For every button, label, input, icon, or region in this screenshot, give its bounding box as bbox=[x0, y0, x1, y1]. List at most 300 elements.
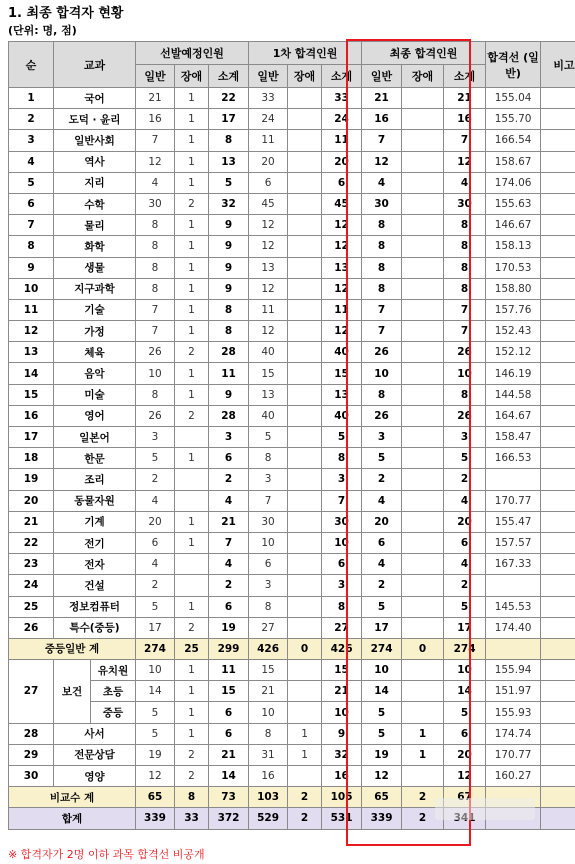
count-cell: 33 bbox=[249, 88, 288, 109]
count-cell: 4 bbox=[136, 172, 175, 193]
count-cell bbox=[288, 278, 322, 299]
count-cell bbox=[288, 511, 322, 532]
subject-name: 정보컴퓨터 bbox=[54, 596, 136, 617]
note-cell bbox=[541, 787, 575, 808]
count-cell: 17 bbox=[209, 109, 249, 130]
note-cell bbox=[541, 532, 575, 553]
header-subject: 교과 bbox=[54, 42, 136, 88]
count-cell: 6 bbox=[322, 172, 362, 193]
note-cell bbox=[541, 617, 575, 638]
note-cell bbox=[541, 723, 575, 744]
total-cell: 65 bbox=[362, 787, 402, 808]
count-cell bbox=[402, 617, 444, 638]
count-cell: 7 bbox=[362, 321, 402, 342]
cutoff-score: 151.97 bbox=[486, 681, 541, 702]
note-cell bbox=[541, 405, 575, 426]
row-number: 27 bbox=[9, 660, 54, 724]
table-row bbox=[9, 554, 575, 575]
count-cell: 11 bbox=[249, 130, 288, 151]
count-cell: 6 bbox=[249, 554, 288, 575]
row-number: 9 bbox=[9, 257, 54, 278]
count-cell bbox=[288, 405, 322, 426]
count-cell: 1 bbox=[402, 723, 444, 744]
count-cell: 6 bbox=[249, 172, 288, 193]
count-cell: 21 bbox=[209, 511, 249, 532]
count-cell: 6 bbox=[209, 723, 249, 744]
table-row bbox=[9, 278, 575, 299]
count-cell: 8 bbox=[362, 215, 402, 236]
cutoff-score: 157.57 bbox=[486, 532, 541, 553]
table-row bbox=[9, 596, 575, 617]
row-number: 7 bbox=[9, 215, 54, 236]
count-cell: 28 bbox=[209, 405, 249, 426]
count-cell bbox=[402, 109, 444, 130]
count-cell bbox=[402, 532, 444, 553]
table-row bbox=[9, 681, 575, 702]
count-cell: 19 bbox=[362, 744, 402, 765]
count-cell: 20 bbox=[444, 744, 486, 765]
count-cell bbox=[288, 193, 322, 214]
count-cell: 9 bbox=[209, 215, 249, 236]
note-cell bbox=[541, 681, 575, 702]
count-cell: 1 bbox=[175, 511, 209, 532]
count-cell: 19 bbox=[136, 744, 175, 765]
total-cell: 531 bbox=[322, 808, 362, 829]
count-cell: 14 bbox=[444, 681, 486, 702]
count-cell: 6 bbox=[322, 554, 362, 575]
count-cell: 6 bbox=[209, 702, 249, 723]
count-cell: 8 bbox=[444, 278, 486, 299]
count-cell: 16 bbox=[249, 766, 288, 787]
note-cell bbox=[541, 299, 575, 320]
total-cell: 0 bbox=[402, 638, 444, 659]
cutoff-score: 166.53 bbox=[486, 448, 541, 469]
count-cell: 4 bbox=[136, 490, 175, 511]
row-number: 20 bbox=[9, 490, 54, 511]
count-cell: 21 bbox=[136, 88, 175, 109]
subject-name: 영양 bbox=[54, 766, 136, 787]
count-cell bbox=[288, 321, 322, 342]
note-cell bbox=[541, 596, 575, 617]
count-cell bbox=[402, 660, 444, 681]
count-cell: 4 bbox=[362, 172, 402, 193]
cutoff-score: 158.67 bbox=[486, 151, 541, 172]
count-cell: 10 bbox=[362, 660, 402, 681]
row-number: 16 bbox=[9, 405, 54, 426]
note-cell bbox=[541, 766, 575, 787]
note-cell bbox=[541, 88, 575, 109]
table-row bbox=[9, 469, 575, 490]
note-cell bbox=[541, 427, 575, 448]
count-cell: 2 bbox=[175, 193, 209, 214]
note-cell bbox=[541, 278, 575, 299]
count-cell: 16 bbox=[322, 766, 362, 787]
table-row bbox=[9, 299, 575, 320]
cutoff-score: 146.19 bbox=[486, 363, 541, 384]
count-cell: 7 bbox=[136, 130, 175, 151]
table-row bbox=[9, 702, 575, 723]
count-cell: 2 bbox=[175, 617, 209, 638]
subject-name: 지리 bbox=[54, 172, 136, 193]
count-cell: 10 bbox=[322, 532, 362, 553]
subject-name: 국어 bbox=[54, 88, 136, 109]
count-cell: 3 bbox=[136, 427, 175, 448]
note-cell bbox=[541, 511, 575, 532]
count-cell: 6 bbox=[444, 532, 486, 553]
count-cell: 5 bbox=[209, 172, 249, 193]
count-cell: 16 bbox=[362, 109, 402, 130]
cutoff-score: 174.06 bbox=[486, 172, 541, 193]
cutoff-score: 158.13 bbox=[486, 236, 541, 257]
subject-name: 기계 bbox=[54, 511, 136, 532]
count-cell bbox=[288, 109, 322, 130]
cutoff-score: 170.53 bbox=[486, 257, 541, 278]
count-cell: 10 bbox=[136, 660, 175, 681]
count-cell: 17 bbox=[362, 617, 402, 638]
count-cell: 24 bbox=[249, 109, 288, 130]
row-number: 19 bbox=[9, 469, 54, 490]
count-cell: 2 bbox=[175, 744, 209, 765]
subject-name: 역사 bbox=[54, 151, 136, 172]
count-cell: 8 bbox=[322, 448, 362, 469]
count-cell bbox=[288, 257, 322, 278]
total-cell: 73 bbox=[209, 787, 249, 808]
subject-name: 수학 bbox=[54, 193, 136, 214]
count-cell: 21 bbox=[444, 88, 486, 109]
cutoff-score: 158.80 bbox=[486, 278, 541, 299]
cutoff-score bbox=[486, 469, 541, 490]
count-cell: 2 bbox=[136, 575, 175, 596]
note-cell bbox=[541, 236, 575, 257]
count-cell: 32 bbox=[322, 744, 362, 765]
cutoff-score: 152.12 bbox=[486, 342, 541, 363]
page-title: 1. 최종 합격자 현황 bbox=[8, 6, 124, 21]
subject-name: 중등 bbox=[91, 702, 136, 723]
count-cell bbox=[402, 681, 444, 702]
count-cell: 5 bbox=[444, 702, 486, 723]
total-label: 중등일반 계 bbox=[9, 638, 136, 659]
cutoff-score: 155.47 bbox=[486, 511, 541, 532]
count-cell: 1 bbox=[175, 88, 209, 109]
count-cell: 6 bbox=[444, 723, 486, 744]
subject-group: 보건 bbox=[54, 660, 91, 724]
count-cell: 26 bbox=[444, 342, 486, 363]
table-row bbox=[9, 490, 575, 511]
count-cell: 14 bbox=[362, 681, 402, 702]
count-cell: 16 bbox=[136, 109, 175, 130]
total-row bbox=[9, 638, 575, 659]
count-cell: 5 bbox=[136, 723, 175, 744]
count-cell: 26 bbox=[136, 342, 175, 363]
cutoff-score bbox=[486, 575, 541, 596]
total-cell: 0 bbox=[288, 638, 322, 659]
table-row bbox=[9, 215, 575, 236]
count-cell: 8 bbox=[444, 257, 486, 278]
count-cell: 10 bbox=[444, 660, 486, 681]
count-cell bbox=[175, 575, 209, 596]
header-subtotal: 소계 bbox=[322, 65, 362, 88]
row-number: 30 bbox=[9, 766, 54, 787]
count-cell bbox=[175, 554, 209, 575]
count-cell: 10 bbox=[322, 702, 362, 723]
count-cell: 26 bbox=[444, 405, 486, 426]
count-cell: 10 bbox=[444, 363, 486, 384]
count-cell: 8 bbox=[362, 278, 402, 299]
count-cell: 7 bbox=[444, 321, 486, 342]
count-cell: 12 bbox=[249, 215, 288, 236]
count-cell: 8 bbox=[209, 299, 249, 320]
cutoff-score: 167.33 bbox=[486, 554, 541, 575]
count-cell: 8 bbox=[136, 236, 175, 257]
count-cell: 1 bbox=[175, 278, 209, 299]
count-cell bbox=[402, 405, 444, 426]
header-disabled: 장애 bbox=[175, 65, 209, 88]
subject-name: 조리 bbox=[54, 469, 136, 490]
count-cell: 1 bbox=[175, 151, 209, 172]
table-row bbox=[9, 448, 575, 469]
table-row bbox=[9, 109, 575, 130]
count-cell: 10 bbox=[249, 702, 288, 723]
count-cell bbox=[288, 215, 322, 236]
count-cell: 2 bbox=[209, 469, 249, 490]
total-cell: 529 bbox=[249, 808, 288, 829]
count-cell bbox=[288, 554, 322, 575]
count-cell: 1 bbox=[175, 448, 209, 469]
row-number: 18 bbox=[9, 448, 54, 469]
row-number: 1 bbox=[9, 88, 54, 109]
header-general: 일반 bbox=[136, 65, 175, 88]
count-cell bbox=[288, 532, 322, 553]
table-row bbox=[9, 172, 575, 193]
total-cell: 33 bbox=[175, 808, 209, 829]
count-cell: 5 bbox=[136, 448, 175, 469]
count-cell: 20 bbox=[322, 151, 362, 172]
count-cell: 4 bbox=[444, 554, 486, 575]
cutoff-score: 174.40 bbox=[486, 617, 541, 638]
count-cell: 6 bbox=[209, 596, 249, 617]
count-cell: 12 bbox=[322, 236, 362, 257]
count-cell: 7 bbox=[362, 299, 402, 320]
count-cell: 30 bbox=[362, 193, 402, 214]
count-cell: 2 bbox=[209, 575, 249, 596]
count-cell bbox=[402, 151, 444, 172]
count-cell bbox=[402, 384, 444, 405]
note-cell bbox=[541, 130, 575, 151]
count-cell: 7 bbox=[362, 130, 402, 151]
total-cell: 274 bbox=[136, 638, 175, 659]
count-cell: 1 bbox=[175, 321, 209, 342]
count-cell: 1 bbox=[175, 384, 209, 405]
note-cell bbox=[541, 660, 575, 681]
subject-name: 한문 bbox=[54, 448, 136, 469]
subject-name: 지구과학 bbox=[54, 278, 136, 299]
count-cell: 1 bbox=[175, 532, 209, 553]
count-cell: 10 bbox=[249, 532, 288, 553]
count-cell bbox=[288, 88, 322, 109]
count-cell: 5 bbox=[362, 723, 402, 744]
count-cell: 21 bbox=[362, 88, 402, 109]
subject-name: 전자 bbox=[54, 554, 136, 575]
count-cell bbox=[402, 342, 444, 363]
count-cell: 6 bbox=[209, 448, 249, 469]
count-cell: 7 bbox=[136, 321, 175, 342]
subject-name: 도덕 · 윤리 bbox=[54, 109, 136, 130]
total-cell: 2 bbox=[288, 808, 322, 829]
count-cell: 1 bbox=[175, 596, 209, 617]
count-cell bbox=[402, 299, 444, 320]
count-cell bbox=[288, 660, 322, 681]
count-cell: 33 bbox=[322, 88, 362, 109]
count-cell: 8 bbox=[209, 321, 249, 342]
count-cell bbox=[402, 448, 444, 469]
count-cell: 28 bbox=[209, 342, 249, 363]
cutoff-score: 166.54 bbox=[486, 130, 541, 151]
count-cell: 12 bbox=[362, 151, 402, 172]
cutoff-score: 174.74 bbox=[486, 723, 541, 744]
count-cell: 30 bbox=[249, 511, 288, 532]
count-cell bbox=[175, 469, 209, 490]
count-cell: 8 bbox=[136, 257, 175, 278]
count-cell bbox=[288, 236, 322, 257]
note-cell bbox=[541, 638, 575, 659]
cutoff-score: 146.67 bbox=[486, 215, 541, 236]
count-cell: 12 bbox=[136, 766, 175, 787]
count-cell: 1 bbox=[175, 723, 209, 744]
count-cell bbox=[175, 490, 209, 511]
cutoff-score: 144.58 bbox=[486, 384, 541, 405]
total-cell: 339 bbox=[362, 808, 402, 829]
cutoff-score: 155.70 bbox=[486, 109, 541, 130]
count-cell: 1 bbox=[402, 744, 444, 765]
count-cell: 7 bbox=[209, 532, 249, 553]
count-cell: 45 bbox=[249, 193, 288, 214]
count-cell bbox=[402, 236, 444, 257]
header-disabled: 장애 bbox=[402, 65, 444, 88]
count-cell bbox=[288, 702, 322, 723]
total-cell: 274 bbox=[444, 638, 486, 659]
count-cell: 2 bbox=[362, 575, 402, 596]
cutoff-score: 155.93 bbox=[486, 702, 541, 723]
count-cell: 9 bbox=[209, 278, 249, 299]
count-cell: 12 bbox=[444, 151, 486, 172]
header-no: 순 bbox=[9, 42, 54, 88]
note-cell bbox=[541, 702, 575, 723]
cutoff-score: 155.63 bbox=[486, 193, 541, 214]
note-cell bbox=[541, 321, 575, 342]
row-number: 22 bbox=[9, 532, 54, 553]
subject-name: 동물자원 bbox=[54, 490, 136, 511]
subject-name: 일본어 bbox=[54, 427, 136, 448]
count-cell: 26 bbox=[362, 405, 402, 426]
count-cell: 17 bbox=[444, 617, 486, 638]
note-cell bbox=[541, 448, 575, 469]
count-cell: 15 bbox=[249, 363, 288, 384]
count-cell bbox=[288, 151, 322, 172]
note-cell bbox=[541, 193, 575, 214]
count-cell: 12 bbox=[362, 766, 402, 787]
count-cell: 3 bbox=[322, 469, 362, 490]
count-cell: 3 bbox=[322, 575, 362, 596]
note-cell bbox=[541, 554, 575, 575]
count-cell: 2 bbox=[175, 405, 209, 426]
note-cell bbox=[541, 109, 575, 130]
cutoff-score: 158.47 bbox=[486, 427, 541, 448]
total-cell: 426 bbox=[322, 638, 362, 659]
count-cell: 13 bbox=[249, 257, 288, 278]
count-cell bbox=[402, 427, 444, 448]
count-cell bbox=[288, 427, 322, 448]
subject-name: 전문상담 bbox=[54, 744, 136, 765]
count-cell bbox=[402, 554, 444, 575]
count-cell: 9 bbox=[209, 236, 249, 257]
row-number: 13 bbox=[9, 342, 54, 363]
count-cell: 11 bbox=[249, 299, 288, 320]
count-cell: 8 bbox=[444, 236, 486, 257]
subject-name: 생물 bbox=[54, 257, 136, 278]
count-cell: 3 bbox=[444, 427, 486, 448]
count-cell: 8 bbox=[249, 723, 288, 744]
count-cell: 3 bbox=[249, 469, 288, 490]
subject-name: 물리 bbox=[54, 215, 136, 236]
count-cell: 24 bbox=[322, 109, 362, 130]
count-cell bbox=[402, 88, 444, 109]
total-cell: 372 bbox=[209, 808, 249, 829]
total-cell: 8 bbox=[175, 787, 209, 808]
count-cell: 2 bbox=[362, 469, 402, 490]
count-cell bbox=[402, 321, 444, 342]
total-cell: 299 bbox=[209, 638, 249, 659]
table-row bbox=[9, 342, 575, 363]
subject-name: 초등 bbox=[91, 681, 136, 702]
subject-name: 건설 bbox=[54, 575, 136, 596]
count-cell: 11 bbox=[209, 660, 249, 681]
count-cell bbox=[402, 172, 444, 193]
count-cell: 5 bbox=[362, 702, 402, 723]
row-number: 26 bbox=[9, 617, 54, 638]
count-cell: 20 bbox=[444, 511, 486, 532]
count-cell: 26 bbox=[136, 405, 175, 426]
count-cell bbox=[402, 511, 444, 532]
cutoff-score: 170.77 bbox=[486, 490, 541, 511]
count-cell: 1 bbox=[175, 236, 209, 257]
cutoff-score: 157.76 bbox=[486, 299, 541, 320]
note-cell bbox=[541, 744, 575, 765]
row-number: 2 bbox=[9, 109, 54, 130]
note-cell bbox=[541, 469, 575, 490]
count-cell bbox=[402, 490, 444, 511]
count-cell: 11 bbox=[209, 363, 249, 384]
cutoff-score bbox=[486, 638, 541, 659]
table-row bbox=[9, 744, 575, 765]
row-number: 10 bbox=[9, 278, 54, 299]
count-cell: 12 bbox=[249, 236, 288, 257]
count-cell: 26 bbox=[362, 342, 402, 363]
total-cell: 105 bbox=[322, 787, 362, 808]
header-planned: 선발예정인원 bbox=[136, 42, 249, 65]
table-row bbox=[9, 257, 575, 278]
row-number: 14 bbox=[9, 363, 54, 384]
table-row bbox=[9, 384, 575, 405]
count-cell: 1 bbox=[175, 109, 209, 130]
count-cell bbox=[288, 130, 322, 151]
total-cell: 103 bbox=[249, 787, 288, 808]
count-cell: 21 bbox=[209, 744, 249, 765]
count-cell: 12 bbox=[249, 321, 288, 342]
table-row bbox=[9, 321, 575, 342]
count-cell bbox=[288, 363, 322, 384]
count-cell: 11 bbox=[322, 130, 362, 151]
count-cell: 12 bbox=[136, 151, 175, 172]
